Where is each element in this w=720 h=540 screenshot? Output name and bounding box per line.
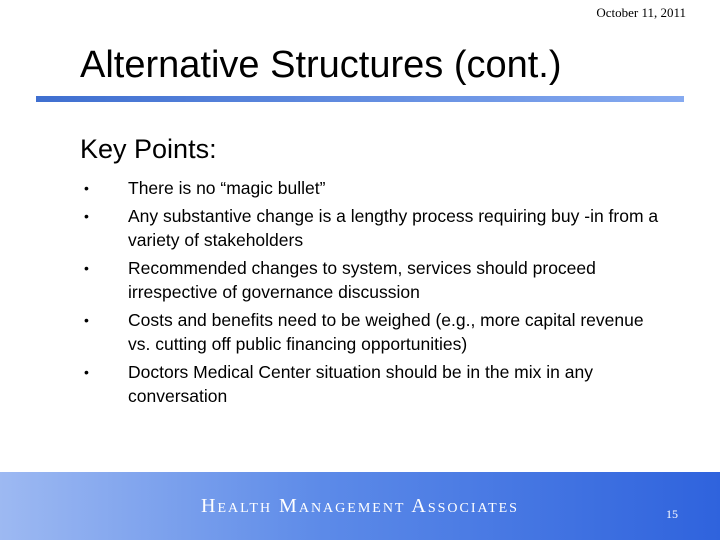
- bullet-item: • Doctors Medical Center situation should be in the mix in any conversation: [80, 360, 660, 409]
- bullet-item: • Any substantive change is a lengthy process requiring buy -in from a variety of stakeholders: [80, 204, 660, 253]
- key-points-heading: Key Points:: [80, 134, 217, 164]
- bullet-item: • Recommended changes to system, services should proceed irrespective of governance discussion: [80, 256, 660, 305]
- slide-title: Alternative Structures (cont.): [80, 44, 562, 86]
- footer-bar: [0, 472, 720, 540]
- bullet-item: • Costs and benefits need to be weighed (e.g., more capital revenue vs. cutting off public financing opportunities): [80, 308, 660, 357]
- page-number: 15: [666, 507, 678, 521]
- bullet-list: [80, 176, 660, 412]
- organization-logo-text: Health Management Associates: [201, 495, 519, 517]
- title-underline: [36, 96, 684, 102]
- bullet-item: • There is no “magic bullet”: [80, 176, 660, 201]
- slide-date: October 11, 2011: [596, 5, 686, 20]
